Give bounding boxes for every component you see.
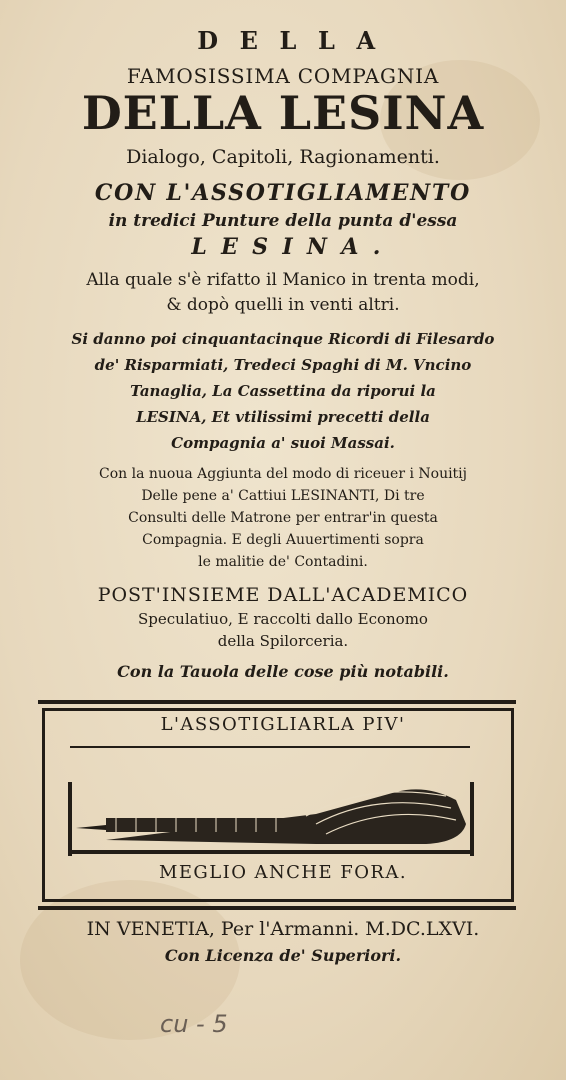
emblem-motto-top: L'ASSOTIGLIARLA PIV' (160, 714, 406, 735)
text-lesina-precetti: LESINA, Et vtilissimi precetti della (136, 408, 430, 426)
text-academico: POST'INSIEME DALL'ACADEMICO (97, 584, 469, 606)
title-assotigliamento: CON L'ASSOTIGLIAMENTO (94, 180, 472, 206)
title-punture: in tredici Punture della punta d'essa (108, 211, 458, 231)
text-ricordi: Si danno poi cinquantacinque Ricordi di Filesardo (71, 330, 495, 348)
text-contadini: le malitie de' Contadini. (198, 554, 368, 570)
title-lesina: LESINA. (191, 234, 395, 260)
text-manico: Alla quale s'è rifatto il Manico in trenta modi, (86, 270, 480, 290)
text-speculatiuo: Speculatiuo, E raccolti dallo Economo (138, 610, 428, 628)
text-spilorceria: della Spilorceria. (217, 632, 349, 650)
emblem-inner-rule (70, 746, 470, 748)
text-tanaglia: Tanaglia, La Cassettina da riporui la (130, 382, 436, 400)
text-pene: Delle pene a' Cattiui LESINANTI, Di tre (141, 488, 425, 504)
text-auuertimenti: Compagnia. E degli Auuertimenti sopra (142, 532, 424, 548)
text-aggiunta: Con la nuoua Aggiunta del modo di riceuer i Nouitij (98, 466, 468, 482)
title-line-compagnia: FAMOSISSIMA COMPAGNIA (126, 64, 440, 88)
text-consulti: Consulti delle Matrone per entrar'in questa (128, 510, 438, 526)
top-rule (38, 700, 516, 704)
main-title: DELLA LESINA (81, 86, 485, 140)
text-risparmiati: de' Risparmiati, Tredeci Spaghi di M. Vncino (94, 356, 472, 374)
text-venti-altri: & dopò quelli in venti altri. (166, 295, 400, 315)
handwritten-note: cu - 5 (160, 1010, 228, 1038)
bottom-rule (38, 906, 516, 910)
text-massai: Compagnia a' suoi Massai. (171, 434, 395, 452)
subtitle-dialogo: Dialogo, Capitoli, Ragionamenti. (126, 146, 440, 168)
emblem-motto-bottom: MEGLIO ANCHE FORA. (158, 862, 407, 883)
imprint-license: Con Licenza de' Superiori. (164, 946, 402, 965)
imprint-place: IN VENETIA, Per l'Armanni. M.DC.LXVI. (86, 918, 480, 940)
awl-woodcut-image (66, 752, 476, 860)
title-line-della: DELLA (197, 26, 397, 55)
text-tauola: Con la Tauola delle cose più notabili. (117, 662, 449, 681)
